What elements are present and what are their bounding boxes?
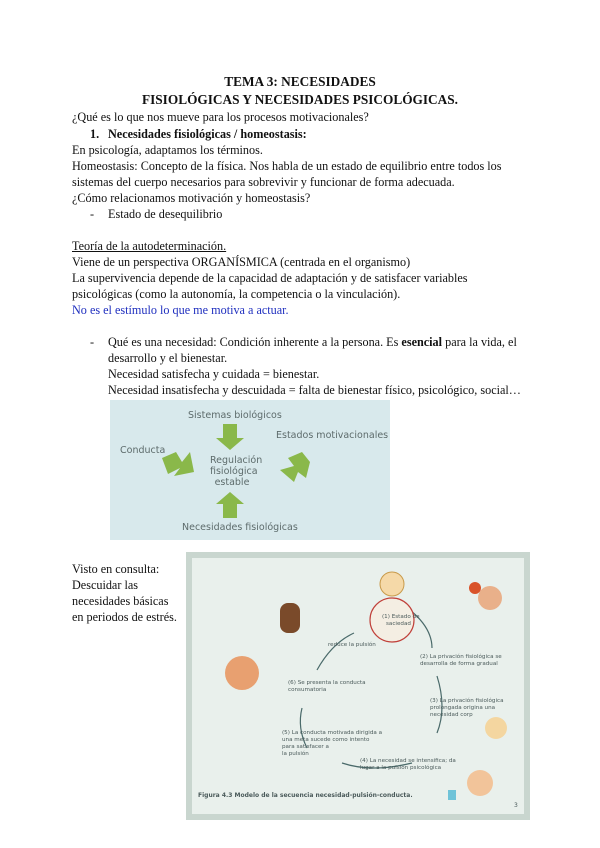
- text-psicologia: En psicología, adaptamos los términos.: [72, 143, 263, 157]
- bullet-dash: -: [90, 335, 95, 349]
- step1-line2: saciedad: [386, 621, 411, 627]
- cycle-arrow-5: [317, 633, 354, 670]
- text-homeostasis-1: Homeostasis: Concepto de la física. Nos habla de un estado de equilibrio entre todos los: [72, 159, 502, 173]
- text-organismica: Viene de un perspectiva ORGANÍSMICA (centrada en el organismo): [72, 255, 411, 269]
- label-sistemas-biologicos: Sistemas biológicos: [188, 410, 282, 421]
- step3-line3: necesidad corp: [430, 712, 473, 718]
- step6-line2: consumatoria: [288, 687, 327, 693]
- step5-line4: la pulsión: [282, 751, 309, 757]
- drinking-person-icon: [225, 656, 259, 690]
- question-motivation: ¿Qué es lo que nos mueve para los procesos motivacionales?: [72, 110, 369, 124]
- step6-line1: (6) Se presenta la conducta: [288, 680, 366, 686]
- label-center-1: Regulación: [210, 455, 263, 466]
- text-que-es-necesidad-a: Qué es una necesidad: Condición inherente a la persona. Es: [108, 335, 402, 349]
- text-que-es-necesidad-b: para la vida, el: [442, 335, 517, 349]
- section1-number: 1.: [90, 127, 100, 141]
- happy-face-icon: [380, 572, 404, 596]
- step1-line1: (1) Estado de: [382, 614, 420, 620]
- worried-face-icon: [485, 717, 507, 739]
- photo-page-number: 3: [514, 802, 518, 809]
- text-visto-consulta: Visto en consulta:: [72, 562, 160, 576]
- text-insatisfecha: Necesidad insatisfecha y descuidada = falta de bienestar físico, psicológico, social…: [108, 383, 521, 397]
- label-necesidades-fisiologicas: Necesidades fisiológicas: [182, 522, 298, 533]
- text-desequilibrio: Estado de desequilibrio: [108, 207, 223, 221]
- arrow-left-icon: [280, 452, 310, 482]
- text-periodos-estres: en periodos de estrés.: [72, 610, 177, 624]
- text-que-es-necesidad: [108, 334, 517, 350]
- text-satisfecha: Necesidad satisfecha y cuidada = bienestar.: [108, 367, 320, 381]
- crying-person-icon: [467, 770, 493, 796]
- businessman-icon: [280, 603, 300, 633]
- page-title-line1: TEMA 3: NECESIDADES: [224, 74, 376, 89]
- arrow-down-icon: [216, 424, 244, 450]
- question-homeostasis: ¿Cómo relacionamos motivación y homeostasis?: [72, 191, 311, 205]
- text-supervivencia: La supervivencia depende de la capacidad de adaptación y de satisfacer variables: [72, 271, 468, 285]
- step4-line1: (4) La necesidad se intensifica; da: [360, 758, 456, 764]
- label-center-3: estable: [214, 477, 250, 488]
- diagram-arrows: [110, 400, 390, 540]
- text-homeostasis-2: sistemas del cuerpo necesarios para sobrevivir y funcionar de forma adecuada.: [72, 175, 455, 189]
- step5-line2: una meta sucede como intento: [282, 737, 370, 743]
- label-center-2: fisiológica: [210, 466, 258, 477]
- text-necesidades-basicas: necesidades básicas: [72, 594, 169, 608]
- step5-line3: para satisfacer a: [282, 744, 329, 750]
- text-desarrollo: desarrollo y el bienestar.: [108, 351, 228, 365]
- step3-line2: prolongada origina una: [430, 705, 496, 711]
- text-psicologicas: psicológicas (como la autonomía, la competencia o la vinculación).: [72, 287, 401, 301]
- text-esencial: esencial: [401, 335, 443, 349]
- step3-line1: (3) La privación fisiológica: [430, 698, 504, 704]
- step4-line2: lugar a la pulsión psicológica: [360, 765, 442, 771]
- bullet-dash: -: [90, 207, 95, 221]
- label-estados-motivacionales: Estados motivacionales: [276, 430, 389, 441]
- step2-line2: desarrolla de forma gradual: [420, 661, 498, 667]
- photo-page: [192, 558, 524, 814]
- glass-icon: [448, 790, 456, 800]
- arrow-right-icon: [162, 452, 194, 476]
- thirsty-person-icon: [478, 586, 502, 610]
- photo-figure: [186, 552, 530, 820]
- text-descuidar: Descuidar las: [72, 578, 138, 592]
- heading-autodeterminacion: Teoría de la autodeterminación.: [72, 239, 227, 253]
- step7-text: reduce la pulsión: [328, 642, 376, 648]
- text-estimulo: No es el estímulo lo que me motiva a actuar.: [72, 303, 289, 317]
- label-conducta: Conducta: [120, 445, 166, 456]
- red-ball-icon: [469, 582, 481, 594]
- page-title-line2: FISIOLÓGICAS Y NECESIDADES PSICOLÓGICAS.: [141, 92, 458, 107]
- step5-line1: (5) La conducta motivada dirigida a: [282, 730, 382, 736]
- figure-caption: Figura 4.3 Modelo de la secuencia necesidad-pulsión-conducta.: [198, 792, 413, 799]
- arrow-up-icon: [216, 492, 244, 518]
- section1-title: Necesidades fisiológicas / homeostasis:: [108, 127, 307, 141]
- step2-line1: (2) La privación fisiológica se: [420, 654, 502, 660]
- diagram-regulacion: [110, 400, 390, 540]
